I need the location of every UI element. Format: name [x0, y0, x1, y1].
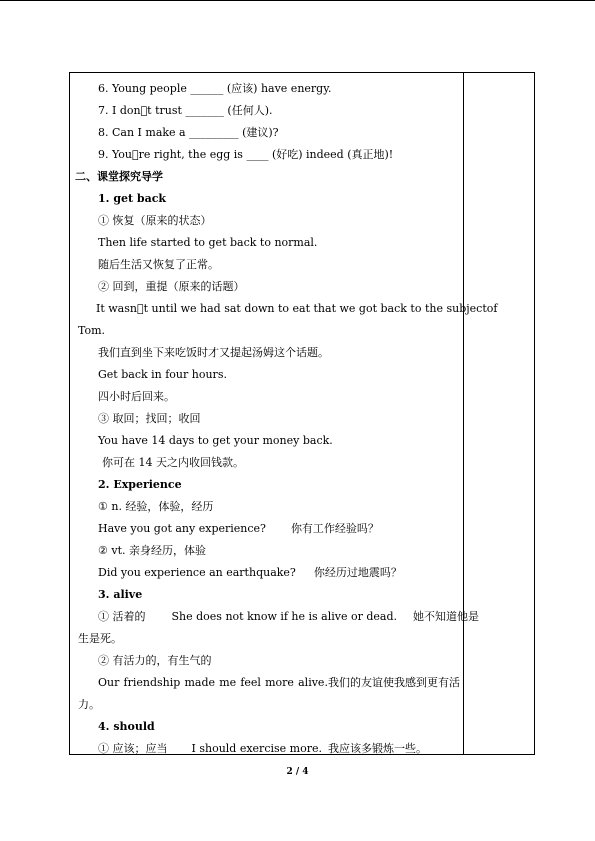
heading-should: 4. should	[98, 720, 155, 733]
word: feel	[240, 676, 261, 689]
top-rule	[0, 0, 595, 1]
example-text: of	[486, 302, 498, 315]
example-line	[78, 518, 460, 540]
heading-get-back: 1. get back	[98, 192, 167, 205]
example-line	[78, 738, 460, 760]
exercise-line-9: 9. You re right, the egg is ____ (好吃) indeed (真正地)!	[98, 148, 394, 161]
example-line	[78, 562, 460, 584]
example-line-continued: Tom.	[78, 324, 106, 337]
translation-text: 你经历过地震吗？	[313, 566, 402, 579]
exercise-line-7: 7. I don t trust _______ (任何人).	[98, 104, 273, 117]
example-line	[78, 606, 480, 628]
meaning-line: ③ 取回；找回；收回	[98, 412, 201, 425]
meaning-line: ② 有活力的，有生气的	[98, 654, 212, 667]
example-text: She does not know if he is alive or dead.	[171, 610, 398, 623]
translation-text: 你有工作经验吗？	[290, 522, 379, 535]
heading-experience: 2. Experience	[98, 478, 182, 491]
exercise-line-8: 8. Can I make a _________ (建议)?	[98, 126, 279, 139]
translation-text: 我应该多锻炼一些。	[327, 742, 427, 755]
example-text: It wasn t until we had sat down to eat that we got back to the subject	[96, 302, 487, 315]
meaning-text: ① 应该；应当	[98, 742, 168, 755]
example-line: You have 14 days to get your money back.	[98, 434, 333, 447]
example-text: Did you experience an earthquake?	[98, 566, 296, 579]
exercise-line-6: 6. Young people ______ (应该) have energy.	[98, 82, 332, 95]
translation-line: 四小时后回来。	[98, 390, 175, 403]
meaning-text: ① 活着的	[98, 610, 146, 623]
page-number: 2 / 4	[286, 767, 309, 777]
translation-line-continued: 生是死。	[78, 632, 122, 645]
word: friendship	[123, 676, 181, 689]
translation-line-continued: 力。	[78, 698, 100, 711]
word: Our	[98, 676, 120, 689]
word: made	[184, 676, 216, 689]
meaning-line: ② 回到，重提（原来的话题）	[98, 280, 245, 293]
meaning-line: ② vt. 亲身经历，体验	[98, 544, 206, 557]
example-line	[78, 298, 498, 320]
word: more	[265, 676, 294, 689]
example-line: Then life started to get back to normal.	[98, 236, 318, 249]
translation-text: 她不知道他是	[413, 610, 480, 623]
side-cell	[464, 72, 535, 755]
word: alive.我们的友谊使我感到更有活	[298, 676, 460, 689]
meaning-line: ① n. 经验，体验，经历	[98, 500, 214, 513]
document-body	[75, 78, 498, 760]
meaning-line: ① 恢复（原来的状态）	[98, 214, 212, 227]
translation-line: 我们直到坐下来吃饭时才又提起汤姆这个话题。	[98, 346, 329, 359]
word: me	[219, 676, 237, 689]
translation-line: 随后生活又恢复了正常。	[98, 258, 219, 271]
example-line: Get back in four hours.	[98, 368, 227, 381]
heading-alive: 3. alive	[98, 588, 143, 601]
example-line	[78, 672, 460, 694]
example-text: I should exercise more.	[191, 742, 322, 755]
translation-line: 你可在 14 天之内收回钱款。	[102, 456, 244, 469]
example-text: Have you got any experience?	[98, 522, 266, 535]
section-heading: 二、课堂探究导学	[75, 170, 163, 183]
